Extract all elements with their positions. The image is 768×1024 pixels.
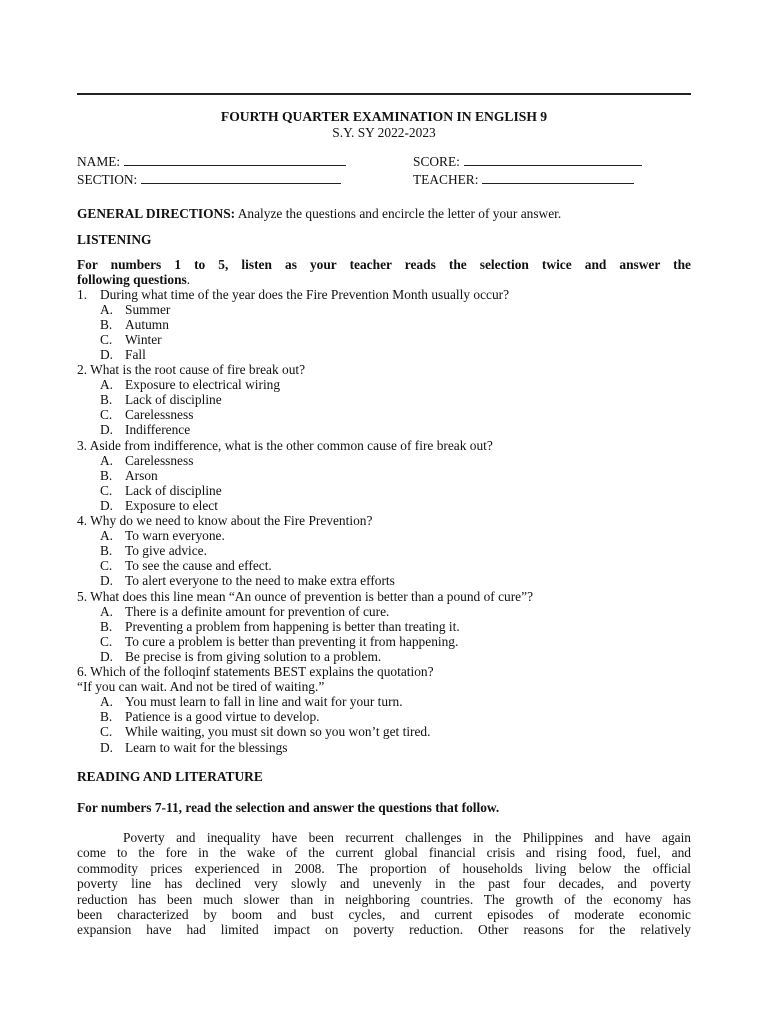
reading-instruction: For numbers 7-11, read the selection and answer the questions that follow. — [77, 800, 500, 815]
q1-option-a[interactable] — [100, 302, 170, 318]
option-text: Lack of discipline — [125, 392, 222, 407]
option-text: While waiting, you must sit down so you won’t get tired. — [125, 724, 431, 739]
q2-option-b[interactable] — [100, 392, 222, 408]
option-letter: C. — [100, 724, 113, 739]
section-blank[interactable] — [141, 172, 341, 184]
listening-instruction-line-1: For numbers 1 to 5, listen as your teacher reads the selection twice and answer the — [77, 257, 691, 272]
option-text: Learn to wait for the blessings — [125, 740, 288, 755]
option-text: Winter — [125, 332, 162, 347]
option-letter: B. — [100, 709, 113, 724]
section-field[interactable] — [77, 172, 341, 188]
option-letter: C. — [100, 558, 113, 573]
option-letter: A. — [100, 604, 114, 619]
passage-line: come to the fore in the wake of the current global financial crisis and rising food, fuel, and — [77, 845, 691, 861]
question-number: 5. — [77, 589, 88, 604]
option-letter: A. — [100, 694, 114, 709]
teacher-blank[interactable] — [482, 172, 634, 184]
q3-option-b[interactable] — [100, 468, 158, 484]
general-directions — [77, 206, 691, 222]
option-letter: C. — [100, 407, 113, 422]
question-number: 3. — [77, 438, 88, 453]
option-letter: A. — [100, 528, 114, 543]
q6-option-a[interactable] — [100, 694, 403, 710]
score-blank[interactable] — [464, 154, 642, 166]
q2-option-d[interactable] — [100, 422, 190, 438]
option-letter: D. — [100, 649, 114, 664]
question-number: 2. — [77, 362, 88, 377]
q6-option-b[interactable] — [100, 709, 320, 725]
listening-instruction-text: following questions — [77, 272, 187, 287]
option-text: Be precise is from giving solution to a problem. — [125, 649, 382, 664]
listening-heading: LISTENING — [77, 232, 152, 247]
q1-option-b[interactable] — [100, 317, 169, 333]
option-letter: C. — [100, 332, 113, 347]
passage-line: expansion have had limited impact on poverty reduction. Other reasons for the relatively — [77, 922, 691, 938]
top-rule — [77, 93, 691, 95]
option-text: Arson — [125, 468, 158, 483]
name-blank[interactable] — [124, 154, 346, 166]
passage-line: Poverty and inequality have been recurrent challenges in the Philippines and have again — [123, 830, 691, 845]
question-text: What does this line mean “An ounce of prevention is better than a pound of cure”? — [90, 589, 534, 604]
option-letter: D. — [100, 740, 114, 755]
q5-option-c[interactable] — [100, 634, 458, 650]
section-label: SECTION: — [77, 172, 138, 187]
option-text: To warn everyone. — [125, 528, 225, 543]
option-letter: A. — [100, 302, 114, 317]
option-text: To alert everyone to the need to make extra efforts — [125, 573, 395, 588]
option-letter: C. — [100, 634, 113, 649]
option-text: You must learn to fall in line and wait for your turn. — [125, 694, 403, 709]
question-2 — [77, 362, 305, 378]
option-text: Carelessness — [125, 453, 194, 468]
option-letter: D. — [100, 422, 114, 437]
option-text: Lack of discipline — [125, 483, 222, 498]
passage-line: reduction has been much slower than in neighboring countries. The growth of the economy has — [77, 891, 691, 907]
option-letter: B. — [100, 317, 113, 332]
question-6 — [77, 664, 434, 680]
reading-heading: READING AND LITERATURE — [77, 769, 263, 784]
question-4 — [77, 513, 372, 529]
listening-instruction-line-2 — [77, 272, 691, 288]
question-5 — [77, 589, 533, 605]
question-text: During what time of the year does the Fire Prevention Month usually occur? — [100, 287, 510, 302]
question-text: Which of the folloqinf statements BEST explains the quotation? — [90, 664, 434, 679]
question-number: 4. — [77, 513, 88, 528]
option-text: To give advice. — [125, 543, 207, 558]
option-letter: B. — [100, 468, 113, 483]
option-letter: A. — [100, 453, 114, 468]
option-text: Summer — [125, 302, 171, 317]
q1-option-d[interactable] — [100, 347, 146, 363]
name-field[interactable] — [77, 154, 346, 170]
question-number: 6. — [77, 664, 88, 679]
option-letter: D. — [100, 573, 114, 588]
score-field[interactable] — [413, 154, 642, 170]
option-text: Exposure to elect — [125, 498, 218, 513]
q4-option-b[interactable] — [100, 543, 207, 559]
directions-text: Analyze the questions and encircle the letter of your answer. — [235, 206, 562, 221]
question-text: What is the root cause of fire break out? — [90, 362, 306, 377]
q2-option-c[interactable] — [100, 407, 193, 423]
teacher-field[interactable] — [413, 172, 634, 188]
question-number: 1. — [77, 287, 88, 302]
option-letter: A. — [100, 377, 114, 392]
option-text: Fall — [125, 347, 146, 362]
score-label: SCORE: — [413, 154, 460, 169]
q4-option-a[interactable] — [100, 528, 225, 544]
option-text: Exposure to electrical wiring — [125, 377, 281, 392]
q2-option-a[interactable] — [100, 377, 280, 393]
q4-option-c[interactable] — [100, 558, 272, 574]
listening-instruction-period: . — [186, 272, 191, 287]
option-text: There is a definite amount for prevention of cure. — [125, 604, 390, 619]
q5-option-d[interactable] — [100, 649, 381, 665]
reading-passage — [77, 830, 691, 938]
q4-option-d[interactable] — [100, 573, 395, 589]
q3-option-c[interactable] — [100, 483, 222, 499]
option-letter: B. — [100, 619, 113, 634]
q1-option-c[interactable] — [100, 332, 162, 348]
option-text: Carelessness — [125, 407, 194, 422]
q3-option-d[interactable] — [100, 498, 218, 514]
option-letter: D. — [100, 347, 114, 362]
directions-label: GENERAL DIRECTIONS: — [77, 206, 236, 221]
q3-option-a[interactable] — [100, 453, 193, 469]
passage-line: commodity prices experienced in 2008. The proportion of households living below the official — [77, 860, 691, 876]
option-text: Indifference — [125, 422, 191, 437]
option-letter: C. — [100, 483, 113, 498]
option-letter: B. — [100, 392, 113, 407]
question-1 — [77, 287, 509, 303]
q5-option-a[interactable] — [100, 604, 389, 620]
question-3 — [77, 438, 493, 454]
question-6-quote: “If you can wait. And not be tired of waiting.” — [77, 679, 325, 694]
question-text: Aside from indifference, what is the other common cause of fire break out? — [89, 438, 493, 453]
option-letter: D. — [100, 498, 114, 513]
teacher-label: TEACHER: — [413, 172, 479, 187]
option-text: To cure a problem is better than preventing it from happening. — [125, 634, 459, 649]
question-text: Why do we need to know about the Fire Prevention? — [90, 513, 373, 528]
passage-line: poverty line has declined very slowly and unevenly in the past four decades, and poverty — [77, 876, 691, 892]
passage-line: been characterized by boom and bust cycles, and current episodes of moderate economic — [77, 907, 691, 923]
option-text: Patience is a good virtue to develop. — [125, 709, 320, 724]
option-text: Autumn — [125, 317, 169, 332]
option-text: Preventing a problem from happening is better than treating it. — [125, 619, 460, 634]
school-year: S.Y. SY 2022-2023 — [332, 125, 436, 140]
name-label: NAME: — [77, 154, 121, 169]
option-text: To see the cause and effect. — [125, 558, 272, 573]
q6-option-c[interactable] — [100, 724, 430, 740]
option-letter: B. — [100, 543, 113, 558]
q6-option-d[interactable] — [100, 740, 288, 756]
exam-title: FOURTH QUARTER EXAMINATION IN ENGLISH 9 — [220, 109, 548, 124]
q5-option-b[interactable] — [100, 619, 460, 635]
